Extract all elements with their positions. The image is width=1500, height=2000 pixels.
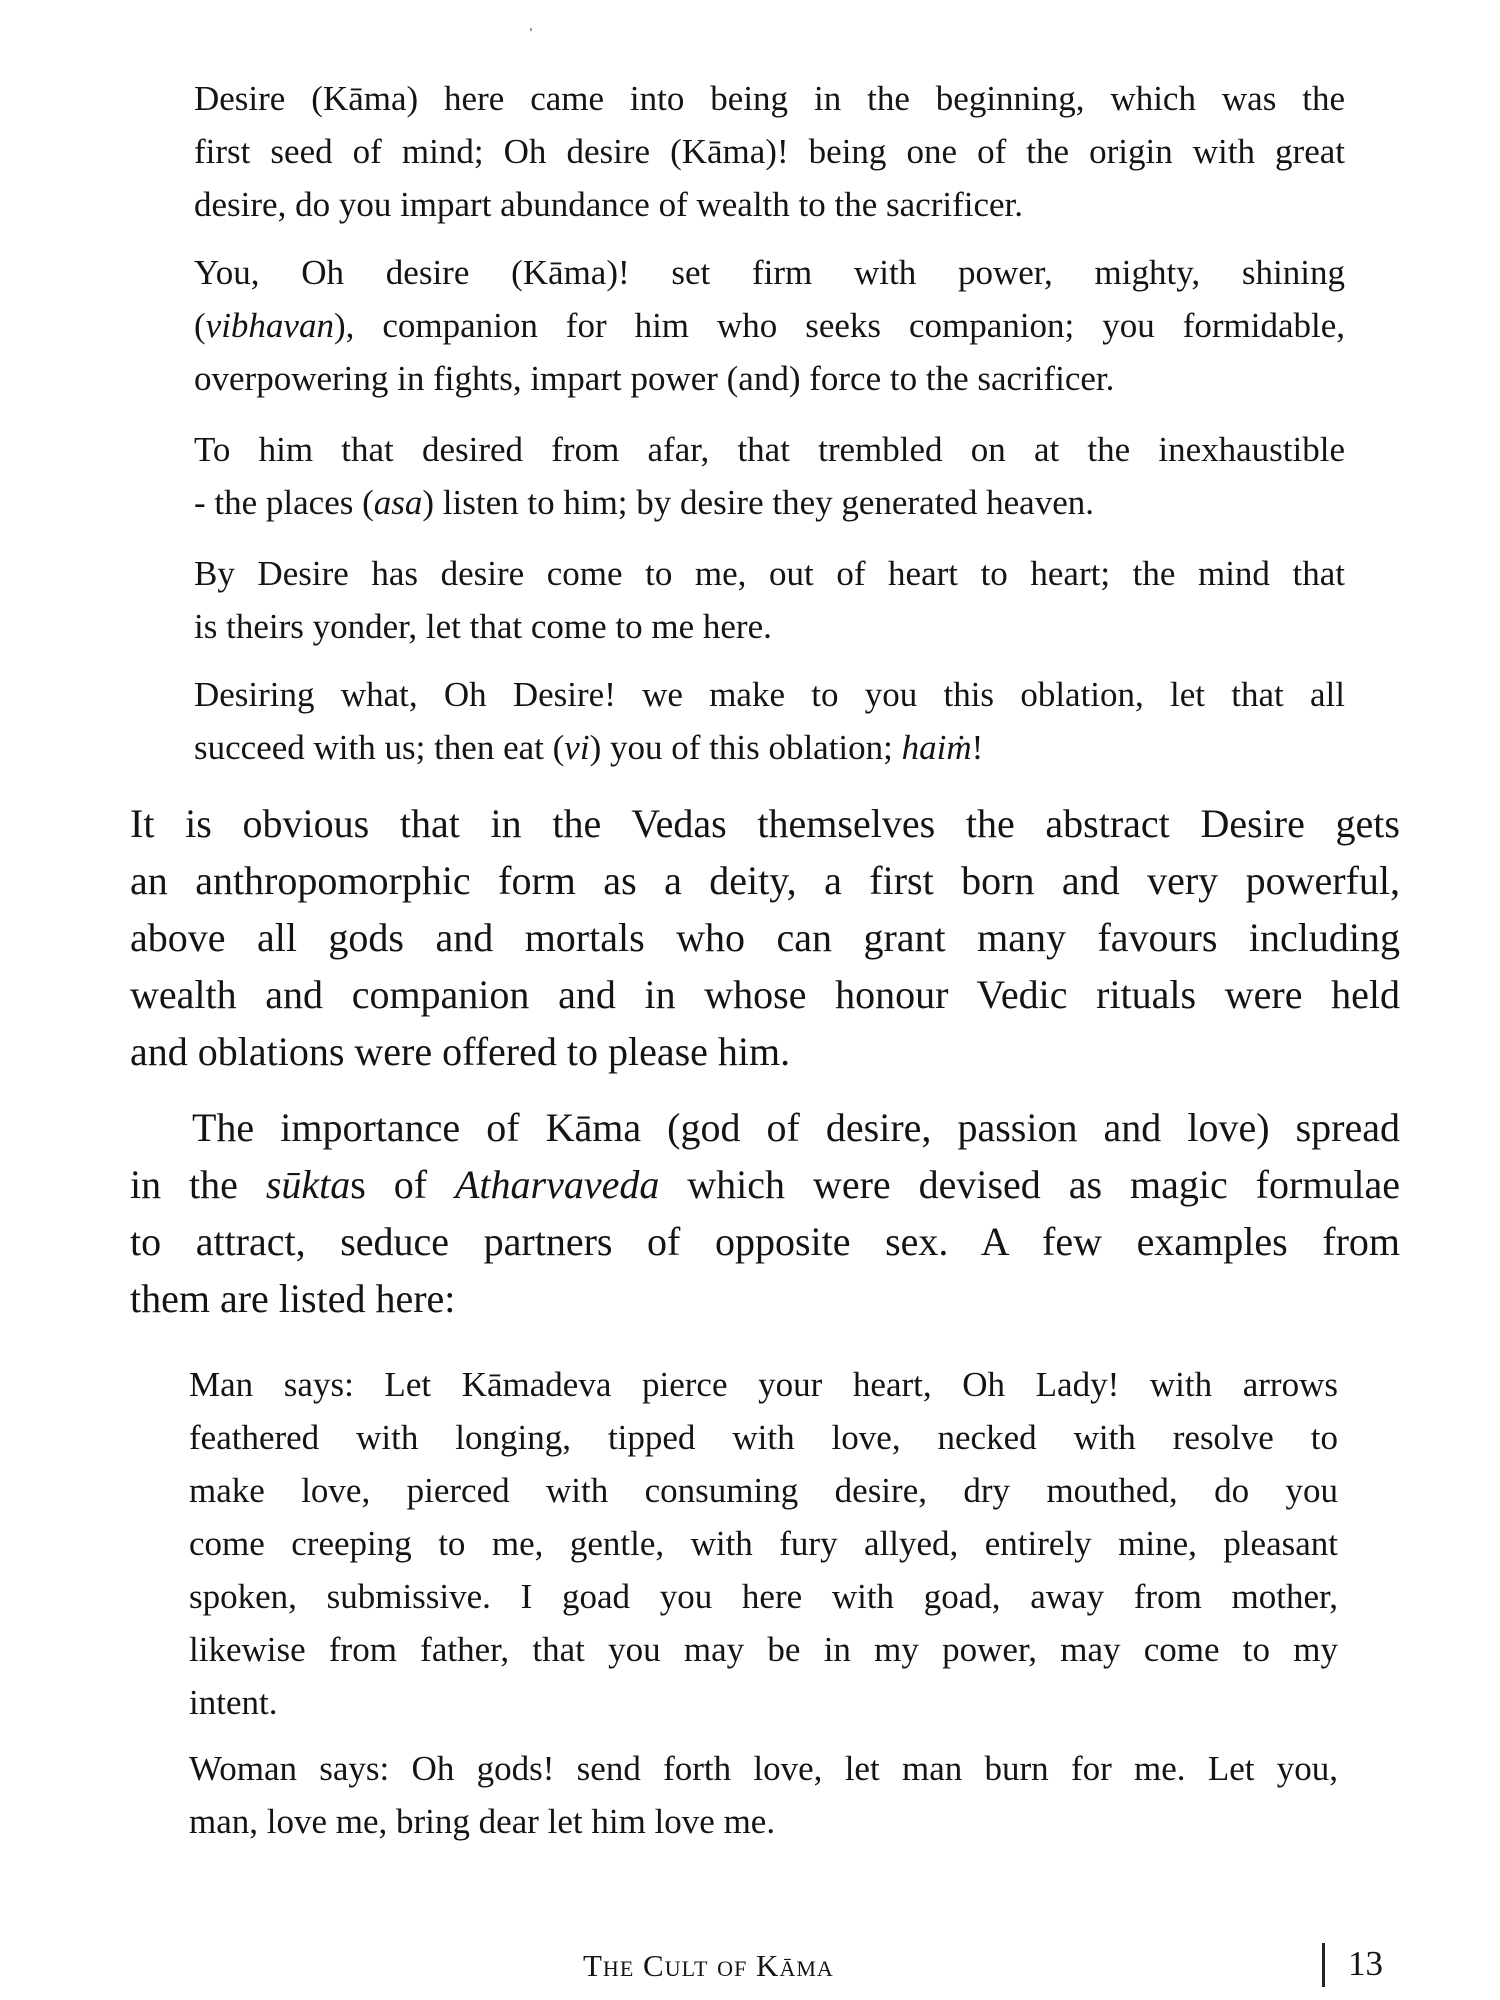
text-line: come creeping to me, gentle, with fury allyed, entirely mine, pleasant [189, 1524, 1338, 1563]
text-line: By Desire has desire come to me, out of heart to heart; the mind that [194, 554, 1345, 593]
text-line: The importance of Kāma (god of desire, passion and love) spread [192, 1105, 1400, 1150]
text-line: overpowering in fights, impart power (and) force to the sacrificer. [194, 359, 1115, 398]
block-quote [189, 1742, 1338, 1848]
text-line: feathered with longing, tipped with love, necked with resolve to [189, 1418, 1338, 1457]
text-line: above all gods and mortals who can grant many favours including [130, 915, 1400, 960]
running-footer-title: The Cult of Kāma [583, 1948, 834, 1983]
italic-term: haiṁ [901, 728, 972, 767]
text-line: Woman says: Oh gods! send forth love, let man burn for me. Let you, [189, 1749, 1338, 1788]
text-line: succeed with us; then eat (vi) you of this oblation; haiṁ! [194, 728, 984, 767]
body-paragraph [130, 795, 1400, 1080]
body-paragraph [130, 1099, 1400, 1327]
italic-term: vi [564, 728, 590, 767]
scan-speck [530, 28, 532, 31]
block-quote [189, 1358, 1338, 1729]
block-quote [194, 547, 1345, 653]
text-line: man, love me, bring dear let him love me. [189, 1802, 776, 1841]
text-line: - the places (asa) listen to him; by desire they generated heaven. [194, 483, 1094, 522]
text-line: make love, pierced with consuming desire, dry mouthed, do you [189, 1471, 1338, 1510]
text-line: Man says: Let Kāmadeva pierce your heart, Oh Lady! with arrows [189, 1365, 1338, 1404]
text-line: You, Oh desire (Kāma)! set firm with power, mighty, shining [194, 253, 1345, 292]
text-line: desire, do you impart abundance of wealth to the sacrificer. [194, 185, 1023, 224]
text-line: Desiring what, Oh Desire! we make to you this oblation, let that all [194, 675, 1345, 714]
text-line: likewise from father, that you may be in my power, may come to my [189, 1630, 1338, 1669]
text-line: is theirs yonder, let that come to me here. [194, 607, 772, 646]
text-line: to attract, seduce partners of opposite sex. A few examples from [130, 1219, 1400, 1264]
footer-divider [1322, 1943, 1325, 1987]
text-line: first seed of mind; Oh desire (Kāma)! being one of the origin with great [194, 132, 1345, 171]
text-line: spoken, submissive. I goad you here with goad, away from mother, [189, 1577, 1338, 1616]
italic-term: asa [373, 483, 423, 522]
text-line: To him that desired from afar, that trembled on at the inexhaustible [194, 430, 1345, 469]
block-quote [194, 668, 1345, 774]
block-quote [194, 423, 1345, 529]
page-number: 13 [1348, 1944, 1383, 1983]
italic-term: sūkta [265, 1162, 351, 1207]
text-line: Desire (Kāma) here came into being in the beginning, which was the [194, 79, 1345, 118]
text-line: intent. [189, 1683, 278, 1722]
text-line: wealth and companion and in whose honour Vedic rituals were held [130, 972, 1400, 1017]
block-quote [194, 246, 1345, 405]
text-line: in the sūktas of Atharvaveda which were devised as magic formulae [130, 1162, 1400, 1207]
italic-term: vibhavan [205, 306, 334, 345]
text-line: and oblations were offered to please him. [130, 1029, 791, 1074]
text-line: (vibhavan), companion for him who seeks companion; you formidable, [194, 306, 1345, 345]
text-line: them are listed here: [130, 1276, 456, 1321]
italic-term: Atharvaveda [455, 1162, 660, 1207]
block-quote [194, 72, 1345, 231]
text-line: an anthropomorphic form as a deity, a first born and very powerful, [130, 858, 1400, 903]
text-line: It is obvious that in the Vedas themselves the abstract Desire gets [130, 801, 1400, 846]
